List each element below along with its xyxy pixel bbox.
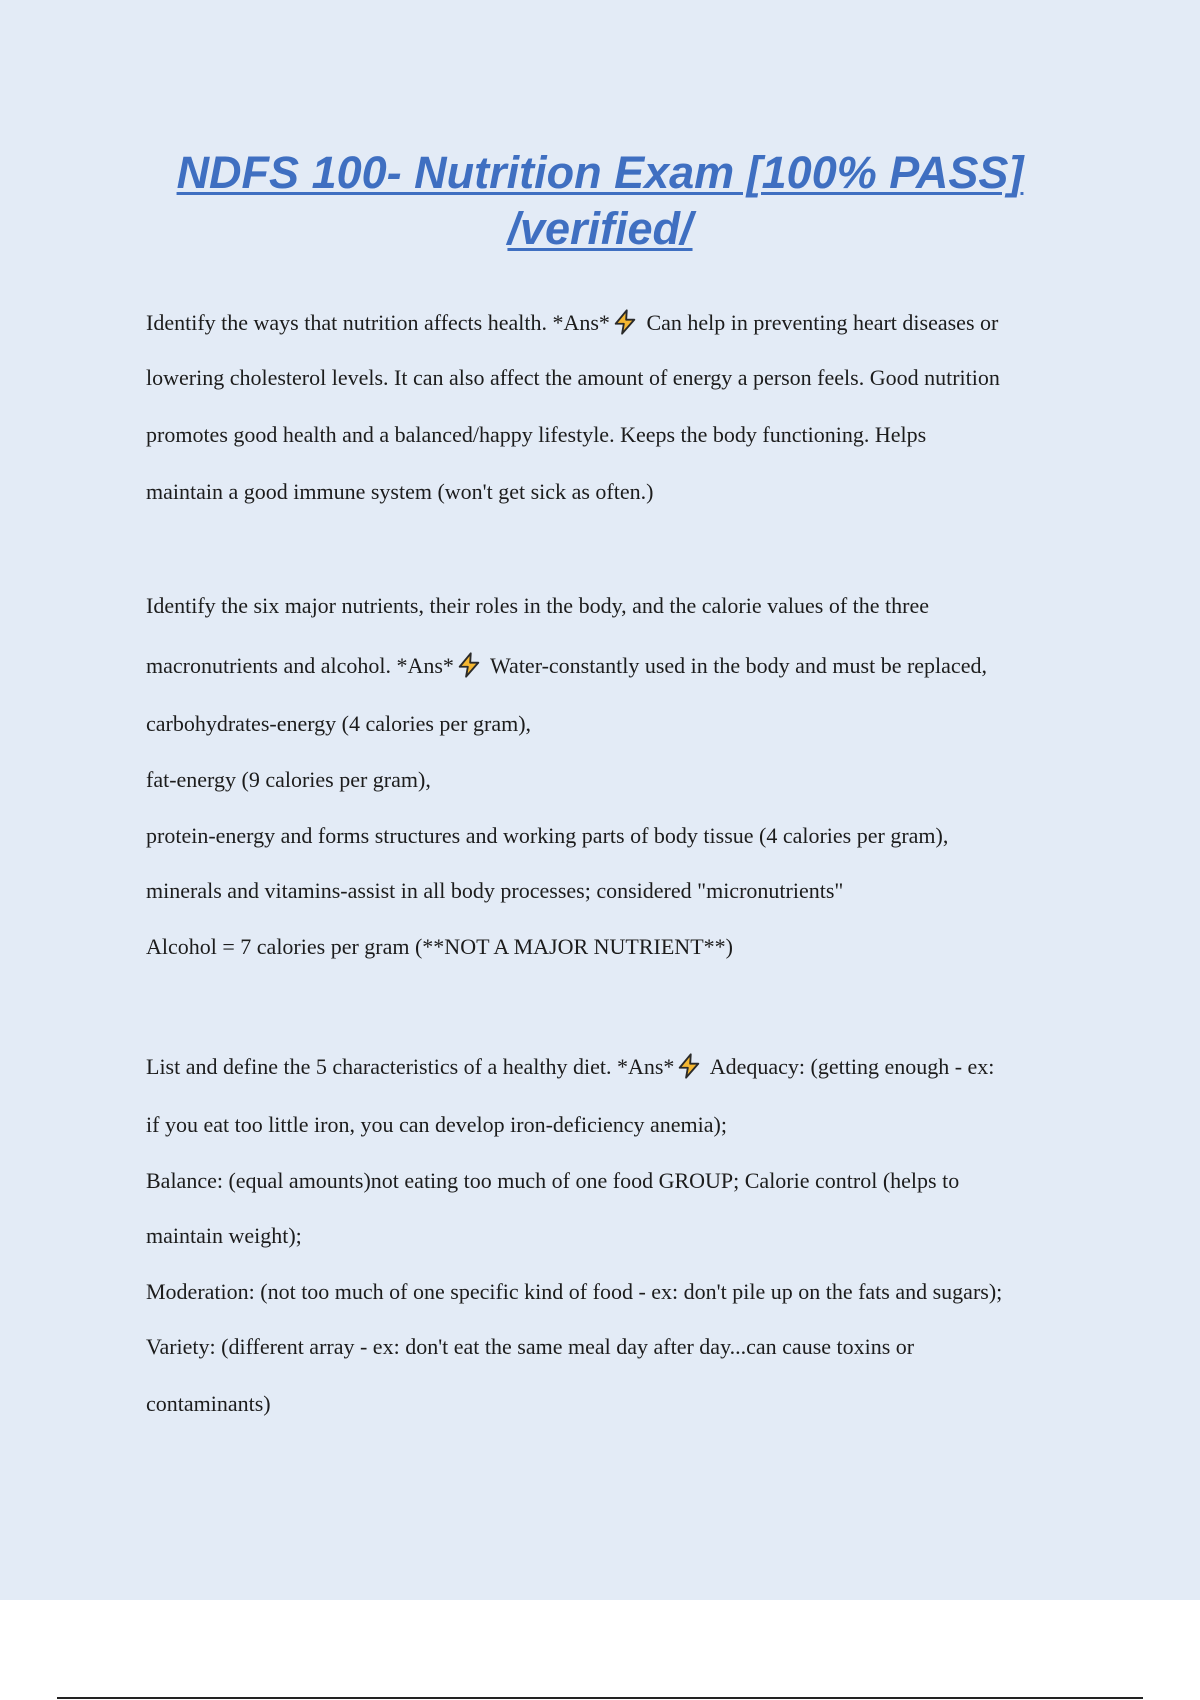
answer-text: Water-constantly used in the body and must be replaced,: [490, 653, 987, 678]
answer-line: Alcohol = 7 calories per gram (**NOT A MAJOR NUTRIENT**): [146, 934, 733, 959]
answer-line: maintain weight);: [146, 1223, 302, 1248]
answer-line: Balance: (equal amounts)not eating too much of one food GROUP; Calorie control (helps to: [146, 1168, 960, 1193]
answer-text: Adequacy: (getting enough - ex:: [709, 1054, 995, 1079]
answer-line: Moderation: (not too much of one specific kind of food - ex: don't pile up on the fats and sugars);: [146, 1279, 1003, 1304]
answer-marker: *Ans*: [396, 653, 454, 678]
document-title: NDFS 100- Nutrition Exam [100% PASS] /verified/: [176, 147, 1024, 254]
answer-line: maintain a good immune system (won't get sick as often.): [146, 479, 654, 504]
footer-divider: [57, 1697, 1143, 1699]
answer-line: promotes good health and a balanced/happy lifestyle. Keeps the body functioning. Helps: [146, 422, 927, 447]
answer-line: carbohydrates-energy (4 calories per gram),: [146, 711, 532, 736]
answer-line: minerals and vitamins-assist in all body processes; considered "micronutrients": [146, 878, 844, 903]
question-text: List and define the 5 characteristics of a healthy diet.: [146, 1054, 612, 1079]
answer-line: contaminants): [146, 1391, 271, 1416]
qa-line: [146, 1052, 1096, 1112]
answer-line: fat-energy (9 calories per gram),: [146, 767, 431, 792]
lightning-bolt-icon: [455, 651, 483, 679]
qa-line: [146, 308, 1096, 365]
question-line: Identify the six major nutrients, their roles in the body, and the calorie values of the three: [146, 593, 929, 618]
question-text: Identify the ways that nutrition affects health.: [146, 310, 547, 335]
answer-line: if you eat too little iron, you can develop iron-deficiency anemia);: [146, 1112, 727, 1137]
answer-marker: *Ans*: [616, 1054, 675, 1079]
answer-line: protein-energy and forms structures and working parts of body tissue (4 calories per gram),: [146, 823, 949, 848]
qa-line: [146, 651, 1096, 711]
qa-item: [146, 1052, 1096, 1447]
qa-item: [146, 308, 1096, 536]
answer-text: Can help in preventing heart diseases or: [646, 310, 999, 335]
answer-line: Variety: (different array - ex: don't eat the same meal day after day...can cause toxins or: [146, 1334, 915, 1359]
answer-line: lowering cholesterol levels. It can also affect the amount of energy a person feels. Good nutrition: [146, 365, 1000, 390]
answer-marker: *Ans*: [552, 310, 610, 335]
lightning-bolt-icon: [675, 1052, 703, 1080]
qa-item: [146, 593, 1096, 990]
lightning-bolt-icon: [611, 308, 639, 336]
question-text: macronutrients and alcohol.: [146, 653, 391, 678]
